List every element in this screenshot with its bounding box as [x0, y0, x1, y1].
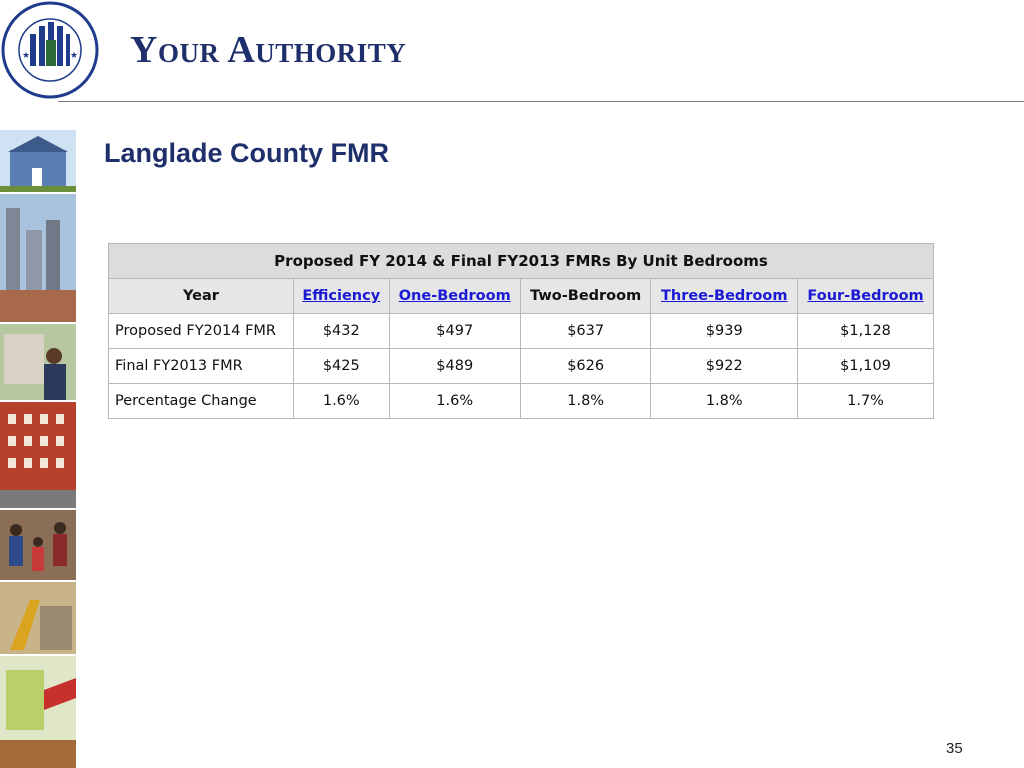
table-row: [109, 384, 934, 419]
table-cell: $489: [389, 349, 520, 384]
table-row: [109, 314, 934, 349]
column-header-efficiency-link[interactable]: Efficiency: [294, 279, 390, 314]
table-cell: $497: [389, 314, 520, 349]
svg-text:★: ★: [70, 51, 79, 61]
row-label: Proposed FY2014 FMR: [109, 314, 294, 349]
row-label: Final FY2013 FMR: [109, 349, 294, 384]
table-caption: Proposed FY 2014 & Final FY2013 FMRs By Unit Bedrooms: [109, 244, 934, 279]
row-label: Percentage Change: [109, 384, 294, 419]
fmr-table: [108, 243, 934, 419]
table-cell: 1.8%: [520, 384, 651, 419]
table-cell: 1.6%: [294, 384, 390, 419]
table-cell: $425: [294, 349, 390, 384]
table-cell: $432: [294, 314, 390, 349]
table-cell: 1.6%: [389, 384, 520, 419]
table-cell: $922: [651, 349, 798, 384]
hud-seal-icon: [0, 0, 100, 100]
column-header-four-bedroom-link[interactable]: Four-Bedroom: [798, 279, 934, 314]
table-cell: $939: [651, 314, 798, 349]
table-cell: $1,109: [798, 349, 934, 384]
table-cell: $626: [520, 349, 651, 384]
table-cell: $637: [520, 314, 651, 349]
slide-subtitle: Langlade County FMR: [104, 138, 389, 168]
table-caption-row: [109, 244, 934, 279]
column-header-year: Year: [109, 279, 294, 314]
column-header-two-bedroom: Two-Bedroom: [520, 279, 651, 314]
column-header-three-bedroom-link[interactable]: Three-Bedroom: [651, 279, 798, 314]
page-number: 35: [946, 740, 963, 757]
table-cell: $1,128: [798, 314, 934, 349]
svg-text:★: ★: [22, 51, 31, 61]
header-divider: [58, 101, 1024, 102]
table-cell: 1.8%: [651, 384, 798, 419]
column-header-one-bedroom-link[interactable]: One-Bedroom: [389, 279, 520, 314]
table-cell: 1.7%: [798, 384, 934, 419]
table-header-row: [109, 279, 934, 314]
slide-header-title: Your Authority: [130, 29, 407, 71]
table-row: [109, 349, 934, 384]
housing-photos-strip: [0, 130, 76, 768]
